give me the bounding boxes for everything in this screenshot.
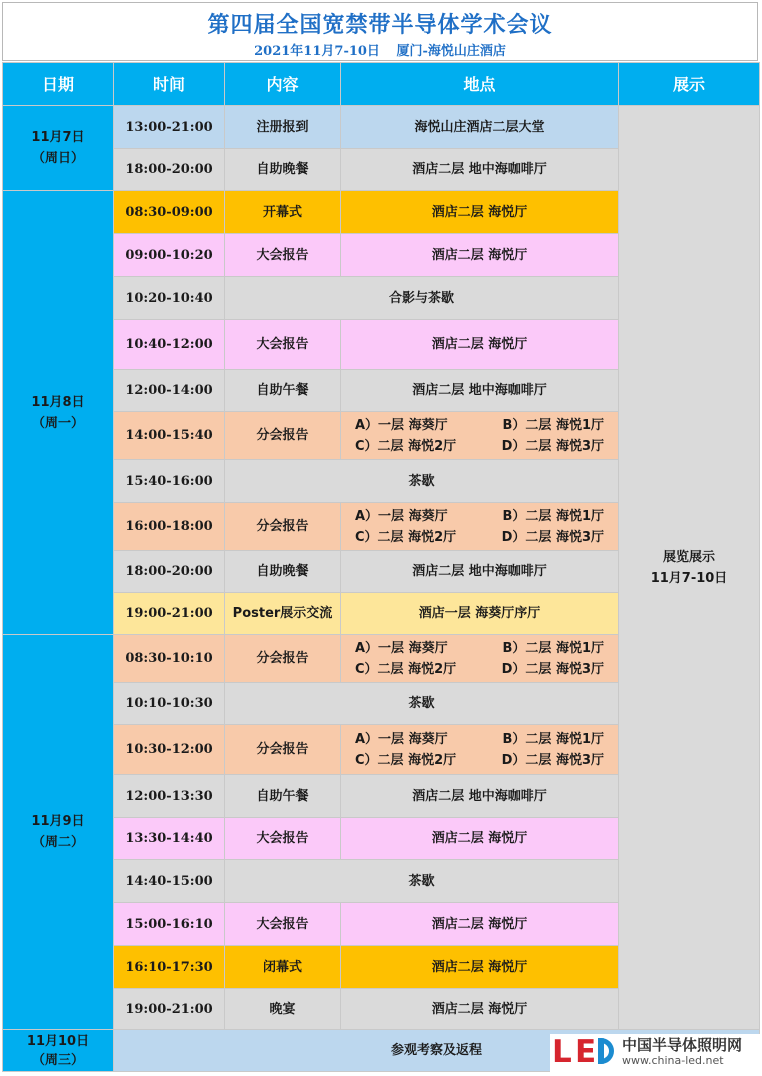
location-cell: 酒店二层 海悦厅 bbox=[341, 903, 619, 946]
room-c: C）二层 海悦2厅 bbox=[355, 529, 457, 545]
event-venue: 厦门-海悦山庄酒店 bbox=[396, 44, 506, 59]
logo-letter-l: L bbox=[552, 1034, 572, 1070]
weekday-label: （周三） bbox=[31, 1052, 84, 1068]
content-cell: 分会报告 bbox=[225, 635, 341, 683]
table-header-row bbox=[3, 63, 760, 106]
content-cell: 大会报告 bbox=[225, 234, 341, 277]
location-cell bbox=[341, 412, 619, 460]
location-cell: 酒店二层 地中海咖啡厅 bbox=[341, 551, 619, 593]
exhibition-label: 展览展示 bbox=[662, 549, 715, 565]
room-a: A）一层 海葵厅 bbox=[355, 417, 448, 433]
time-cell: 15:40-16:00 bbox=[114, 460, 225, 503]
content-cell: 闭幕式 bbox=[225, 946, 341, 989]
room-c: C）二层 海悦2厅 bbox=[355, 438, 457, 454]
room-d: D）二层 海悦3厅 bbox=[501, 529, 604, 545]
content-cell: 大会报告 bbox=[225, 903, 341, 946]
location-cell: 酒店二层 海悦厅 bbox=[341, 989, 619, 1030]
content-cell: 自助午餐 bbox=[225, 370, 341, 412]
date-cell bbox=[3, 1030, 114, 1072]
time-cell: 14:40-15:00 bbox=[114, 860, 225, 903]
content-cell: 参观考察及返程 bbox=[114, 1030, 760, 1072]
time-cell: 19:00-21:00 bbox=[114, 989, 225, 1030]
logo-chinese-name: 中国半导体照明网 bbox=[622, 1036, 743, 1054]
time-cell: 19:00-21:00 bbox=[114, 593, 225, 635]
room-b: B）二层 海悦1厅 bbox=[502, 640, 604, 656]
time-cell: 08:30-10:10 bbox=[114, 635, 225, 683]
weekday-label: （周二） bbox=[31, 835, 84, 850]
date-label: 11月10日 bbox=[26, 1033, 90, 1049]
subtitle bbox=[3, 40, 757, 59]
location-cell: 酒店二层 地中海咖啡厅 bbox=[341, 149, 619, 191]
logo-website: www.china-led.net bbox=[622, 1054, 724, 1067]
time-cell: 10:20-10:40 bbox=[114, 277, 225, 320]
room-d: D）二层 海悦3厅 bbox=[501, 752, 604, 768]
location-cell: 酒店二层 地中海咖啡厅 bbox=[341, 370, 619, 412]
time-cell: 10:10-10:30 bbox=[114, 683, 225, 725]
location-cell: 酒店二层 海悦厅 bbox=[341, 191, 619, 234]
location-cell: 海悦山庄酒店二层大堂 bbox=[341, 106, 619, 149]
header-content: 内容 bbox=[225, 63, 341, 106]
weekday-label: （周日） bbox=[31, 151, 84, 166]
date-label: 11月9日 bbox=[31, 814, 85, 829]
room-d: D）二层 海悦3厅 bbox=[501, 438, 604, 454]
exhibition-dates: 11月7-10日 bbox=[650, 570, 728, 586]
content-cell: 茶歇 bbox=[225, 460, 619, 503]
content-cell: 茶歇 bbox=[225, 860, 619, 903]
time-cell: 16:00-18:00 bbox=[114, 503, 225, 551]
room-b: B）二层 海悦1厅 bbox=[502, 417, 604, 433]
date-label: 11月7日 bbox=[31, 130, 85, 145]
content-cell: 茶歇 bbox=[225, 683, 619, 725]
weekday-label: （周一） bbox=[31, 415, 84, 431]
title-box bbox=[2, 2, 758, 61]
content-cell: Poster展示交流 bbox=[225, 593, 341, 635]
content-cell: 大会报告 bbox=[225, 818, 341, 860]
time-cell: 12:00-14:00 bbox=[114, 370, 225, 412]
time-cell: 10:40-12:00 bbox=[114, 320, 225, 370]
location-cell: 酒店二层 海悦厅 bbox=[341, 320, 619, 370]
time-cell: 08:30-09:00 bbox=[114, 191, 225, 234]
date-label: 11月8日 bbox=[31, 394, 85, 410]
content-cell: 自助晚餐 bbox=[225, 551, 341, 593]
content-cell: 分会报告 bbox=[225, 725, 341, 775]
time-cell: 13:30-14:40 bbox=[114, 818, 225, 860]
room-a: A）一层 海葵厅 bbox=[355, 731, 448, 747]
location-cell: 酒店二层 海悦厅 bbox=[341, 946, 619, 989]
room-a: A）一层 海葵厅 bbox=[355, 640, 448, 656]
header-location: 地点 bbox=[341, 63, 619, 106]
content-cell: 自助午餐 bbox=[225, 775, 341, 818]
time-cell: 18:00-20:00 bbox=[114, 551, 225, 593]
room-a: A）一层 海葵厅 bbox=[355, 508, 448, 524]
event-date: 2021年11月7-10日 bbox=[254, 44, 380, 59]
content-cell: 合影与茶歇 bbox=[225, 277, 619, 320]
content-cell: 晚宴 bbox=[225, 989, 341, 1030]
location-cell: 酒店二层 地中海咖啡厅 bbox=[341, 775, 619, 818]
room-c: C）二层 海悦2厅 bbox=[355, 752, 457, 768]
table-row bbox=[3, 106, 760, 149]
time-cell: 18:00-20:00 bbox=[114, 149, 225, 191]
time-cell: 09:00-10:20 bbox=[114, 234, 225, 277]
date-cell bbox=[3, 191, 114, 635]
header-time: 时间 bbox=[114, 63, 225, 106]
time-cell: 14:00-15:40 bbox=[114, 412, 225, 460]
content-cell: 分会报告 bbox=[225, 412, 341, 460]
content-cell: 开幕式 bbox=[225, 191, 341, 234]
room-b: B）二层 海悦1厅 bbox=[502, 731, 604, 747]
room-b: B）二层 海悦1厅 bbox=[502, 508, 604, 524]
content-cell: 自助晚餐 bbox=[225, 149, 341, 191]
exhibition-cell bbox=[619, 106, 760, 1030]
date-cell bbox=[3, 106, 114, 191]
room-d: D）二层 海悦3厅 bbox=[501, 661, 604, 677]
content-cell: 注册报到 bbox=[225, 106, 341, 149]
location-cell: 酒店二层 海悦厅 bbox=[341, 234, 619, 277]
location-cell: 酒店二层 海悦厅 bbox=[341, 818, 619, 860]
page-title: 第四届全国宽禁带半导体学术会议 bbox=[207, 13, 553, 38]
location-cell bbox=[341, 503, 619, 551]
location-cell: 酒店一层 海葵厅序厅 bbox=[341, 593, 619, 635]
date-cell bbox=[3, 635, 114, 1030]
time-cell: 16:10-17:30 bbox=[114, 946, 225, 989]
logo-letter-e: E bbox=[575, 1034, 597, 1070]
content-cell: 大会报告 bbox=[225, 320, 341, 370]
schedule-table bbox=[2, 62, 760, 1072]
logo bbox=[550, 1034, 760, 1072]
logo-d-icon bbox=[598, 1038, 614, 1064]
location-cell bbox=[341, 725, 619, 775]
time-cell: 15:00-16:10 bbox=[114, 903, 225, 946]
time-cell: 12:00-13:30 bbox=[114, 775, 225, 818]
header-date: 日期 bbox=[3, 63, 114, 106]
time-cell: 13:00-21:00 bbox=[114, 106, 225, 149]
time-cell: 10:30-12:00 bbox=[114, 725, 225, 775]
header-exhibition: 展示 bbox=[619, 63, 760, 106]
room-c: C）二层 海悦2厅 bbox=[355, 661, 457, 677]
content-cell: 分会报告 bbox=[225, 503, 341, 551]
location-cell bbox=[341, 635, 619, 683]
